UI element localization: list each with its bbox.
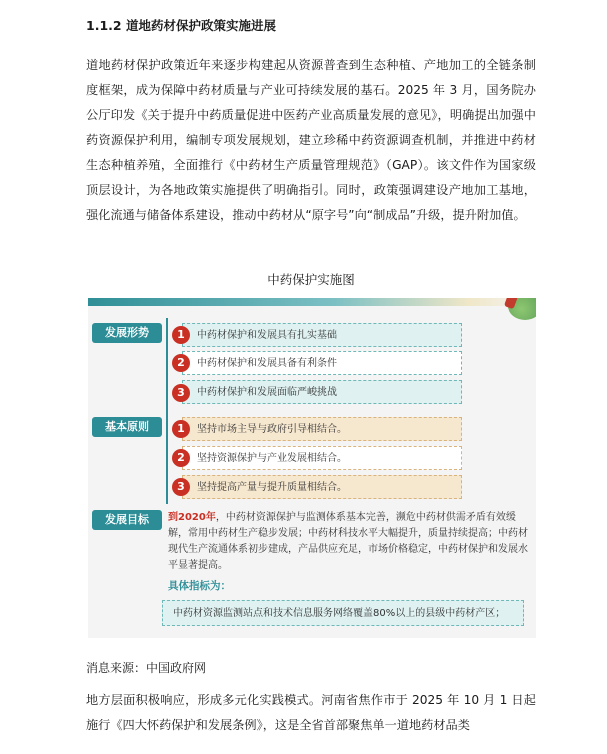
section-label-goals: 发展目标 (92, 510, 162, 530)
item-number-badge: 2 (172, 354, 190, 372)
news-source: 消息来源：中国政府网 (86, 661, 207, 675)
item-number-badge: 3 (172, 384, 190, 402)
item-number-badge: 3 (172, 478, 190, 496)
principle-item-2: 坚持资源保护与产业发展相结合。 (182, 446, 462, 470)
figure-top-bar (88, 298, 536, 306)
section-connector-line (166, 414, 168, 504)
item-number-badge: 1 (172, 420, 190, 438)
paragraph-policy-progress: 道地药材保护政策近年来逐步构建起从资源普查到生态种植、产地加工的全链条制度框架，成为保障中药材质量与产业可持续发展的基石。2025 年 3 月，国务院办公厅印发《关于提升中药质量促进中医药产业高质量发展的意见》，明确提出加强中药资源保护利用，编制专项发展规划，建立珍稀中药资源调查机制，并推进中药材生态种植养殖，全面推行《中药材生产质量管理规范》（GAP）。该文件作为国家级顶层设计，为各地政策实施提供了明确指引。同时，政策强调建设产地加工基地，强化流通与储备体系建设，推动中药材从“原字号”向“制成品”升级，提升附加值。 (86, 58, 536, 222)
situation-item-1: 中药材保护和发展具有扎实基础 (182, 323, 462, 347)
situation-item-2: 中药材保护和发展具备有利条件 (182, 351, 462, 375)
principle-item-1: 坚持市场主导与政府引导相结合。 (182, 417, 462, 441)
goal-year-highlight: 到2020年 (168, 512, 216, 523)
principle-item-3: 坚持提高产量与提升质量相结合。 (182, 475, 462, 499)
spec-indicator: 中药材资源监测站点和技术信息服务网络覆盖80%以上的县级中药材产区； (162, 600, 524, 626)
section-label-principles: 基本原则 (92, 417, 162, 437)
paragraph-local-practice: 地方层面积极响应，形成多元化实践模式。河南省焦作市于 2025 年 10 月 1 日起施行《四大怀药保护和发展条例》，这是全省首部聚焦单一道地药材品类 (86, 693, 536, 732)
item-number-badge: 1 (172, 326, 190, 344)
figure-title: 中药保护实施图 (267, 272, 355, 287)
policy-figure (88, 298, 536, 638)
section-heading: 1.1.2 道地药材保护政策实施进展 (86, 18, 276, 33)
goal-description (168, 510, 530, 574)
item-number-badge: 2 (172, 449, 190, 467)
section-connector-line (166, 318, 168, 414)
goal-text: ，中药材资源保护与监测体系基本完善，濒危中药材供需矛盾有效缓解，常用中药材生产稳步发展；中药材科技水平大幅提升，质量持续提高；中药材现代生产流通体系初步建成，产品供应充足，市场价格稳定，中药材保护和发展水平显著提高。 (168, 512, 528, 571)
section-label-situation: 发展形势 (92, 323, 162, 343)
spec-label: 具体指标为： (168, 580, 231, 592)
situation-item-3: 中药材保护和发展面临严峻挑战 (182, 380, 462, 404)
